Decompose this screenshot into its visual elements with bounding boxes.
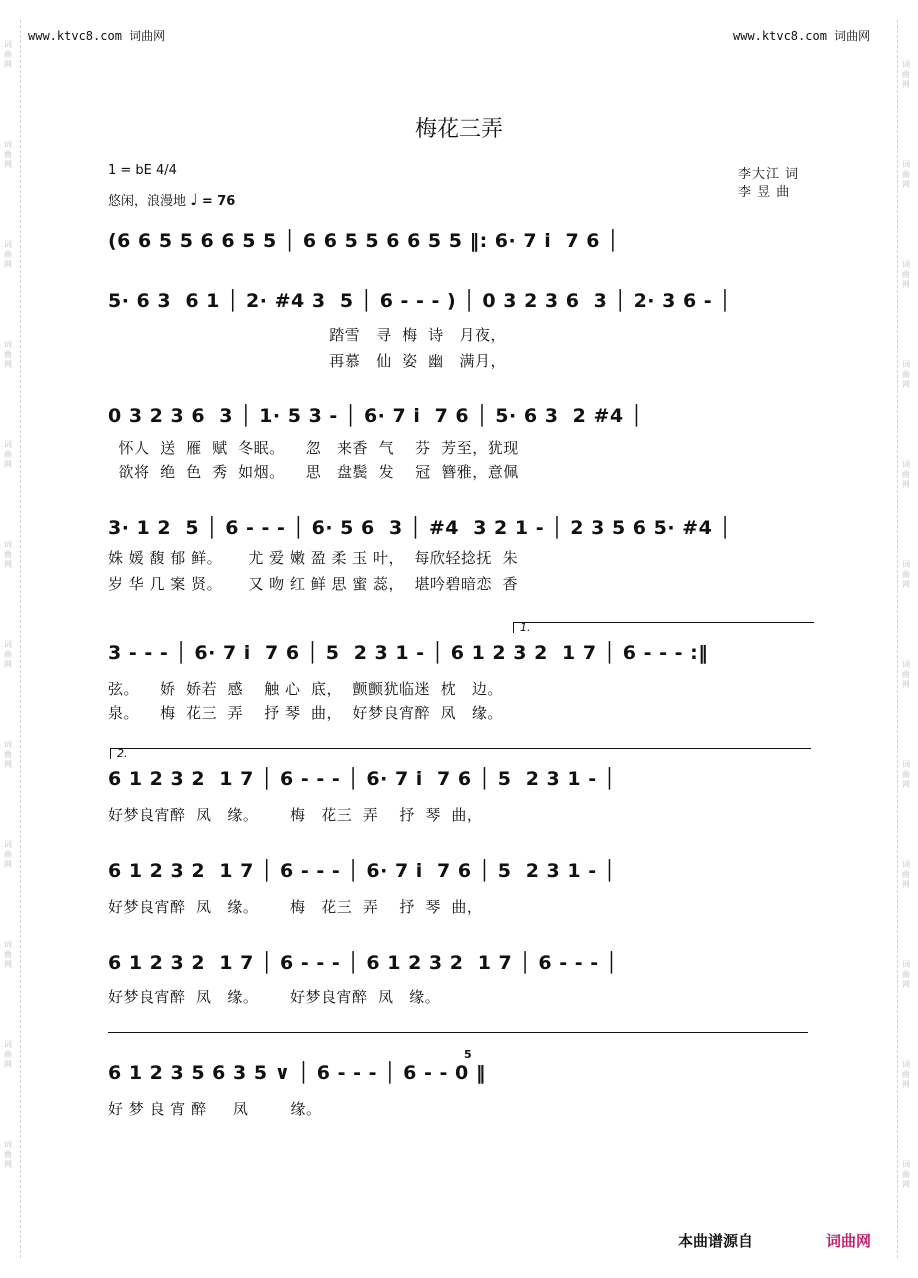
watermark: 词曲网 [902,1060,910,1089]
score-row-2 [108,290,812,410]
notation-line: (6 6 5 5 6 6 5 5 │ 6 6 5 5 6 6 5 5 ‖: 6· 7 i 7 6 │ [108,230,620,252]
site-url: www.ktvc8.com [733,29,827,43]
notation-line: 6 1 2 3 2 1 7 │ 6 - - - │ 6· 7 i 7 6 │ 5 2 3 1 - │ [108,768,616,790]
watermark: 词曲网 [902,360,910,389]
footer-site-logo[interactable]: 词曲网 [826,1232,872,1250]
site-name: 词曲网 [834,29,871,43]
site-header-right[interactable] [733,27,870,44]
score-row-8 [108,952,812,1072]
score-row-3 [108,405,812,525]
notation-line: 5· 6 3 6 1 │ 2· #4 3 5 │ 6 - - - ) │ 0 3 2 3 6 3 │ 2· 3 6 - │ [108,290,732,312]
grace-note: 5 [464,1048,472,1061]
right-watermark-strip [897,20,918,1258]
phrase-line [108,1032,808,1043]
watermark: 词曲网 [902,1160,910,1189]
watermark: 词曲网 [4,840,12,869]
watermark: 词曲网 [4,940,12,969]
watermark: 词曲网 [4,240,12,269]
watermark: 词曲网 [4,640,12,669]
footer-source-label: 本曲谱源自 [678,1232,754,1250]
watermark: 词曲网 [4,1140,12,1169]
lyric-verse-2: 岁 华 几 案 贤。 又 吻 红 鲜 思 蜜 蕊， 堪吟碧暗恋 香 [108,575,519,593]
tempo-value: = 76 [201,194,236,209]
notation-line: 6 1 2 3 5 6 3 5 ∨ │ 6 - - - │ 6 - - 0 ‖ [108,1062,486,1084]
watermark: 词曲网 [4,1040,12,1069]
lyric-verse-1: 姝 媛 馥 郁 鲜。 尤 爱 嫩 盈 柔 玉 叶， 每欣轻捻抚 朱 [108,549,519,567]
lyric-verse-1: 怀人 送 雁 赋 冬眠。 忽 来香 气 芬 芳至，犹现 [108,439,519,457]
watermark: 词曲网 [4,40,12,69]
lyric-verse-1: 好梦良宵醉 凤 缘。 好梦良宵醉 凤 缘。 [108,988,441,1006]
site-name: 词曲网 [129,29,166,43]
watermark: 词曲网 [902,260,910,289]
site-header-left[interactable] [28,27,165,44]
lyricist-credit: 李大江 词 [738,167,800,182]
lyric-verse-2: 泉。 梅 花三 弄 抒 琴 曲， 好梦良宵醉 凤 缘。 [108,704,503,722]
first-ending-label: 1. [520,621,531,634]
lyric-verse-2: 再慕 仙 姿 幽 满月， [108,352,506,370]
lyric-verse-1: 好 梦 良 宵 醉 凤 缘。 [108,1100,322,1118]
notation-line: 3· 1 2 5 │ 6 - - - │ 6· 5 6 3 │ #4 3 2 1 - │ 2 3 5 6 5· #4 │ [108,517,732,539]
expression-text: 悠闲，浪漫地 [108,194,187,209]
score-row-9 [108,1048,812,1182]
lyric-verse-1: 踏雪 寻 梅 诗 月夜， [108,326,506,344]
watermark: 词曲网 [902,60,910,89]
watermark: 词曲网 [902,860,910,889]
watermark: 词曲网 [4,540,12,569]
notation-line: 6 1 2 3 2 1 7 │ 6 - - - │ 6 1 2 3 2 1 7 │ 6 - - - │ [108,952,618,974]
composer-credit: 李 昱 曲 [738,185,791,200]
notation-line: 3 - - - │ 6· 7 i 7 6 │ 5 2 3 1 - │ 6 1 2 3 2 1 7 │ 6 - - - :‖ [108,642,709,664]
site-url: www.ktvc8.com [28,29,122,43]
watermark: 词曲网 [902,960,910,989]
score-row-5 [108,621,812,762]
watermark: 词曲网 [902,660,910,689]
tempo-marking [108,190,235,209]
watermark: 词曲网 [4,140,12,169]
watermark: 词曲网 [902,760,910,789]
quarter-note-icon: ♩ [190,190,198,209]
lyric-verse-1: 好梦良宵醉 凤 缘。 梅 花三 弄 抒 琴 曲， [108,806,483,824]
watermark: 词曲网 [4,340,12,369]
watermark: 词曲网 [4,440,12,469]
watermark: 词曲网 [902,560,910,589]
lyric-verse-1: 好梦良宵醉 凤 缘。 梅 花三 弄 抒 琴 曲， [108,898,483,916]
notation-line: 0 3 2 3 6 3 │ 1· 5 3 - │ 6· 7 i 7 6 │ 5· 6 3 2 #4 │ [108,405,643,427]
key-signature: 1 = bE 4/4 [108,163,177,178]
second-ending-bracket [110,748,811,759]
notation-line: 6 1 2 3 2 1 7 │ 6 - - - │ 6· 7 i 7 6 │ 5 2 3 1 - │ [108,860,616,882]
first-ending-bracket [513,622,814,633]
song-title: 梅花三弄 [414,117,503,142]
score-row-4 [108,517,812,637]
lyric-verse-1: 弦。 娇 娇若 感 触 心 底， 颤颤犹临迷 枕 边。 [108,680,503,698]
lyric-verse-2: 欲将 绝 色 秀 如烟。 思 盘鬓 发 冠 簪雅，意佩 [108,463,519,481]
second-ending-label: 2. [117,747,128,760]
watermark: 词曲网 [902,160,910,189]
watermark: 词曲网 [4,740,12,769]
left-watermark-strip [0,20,21,1258]
watermark: 词曲网 [902,460,910,489]
